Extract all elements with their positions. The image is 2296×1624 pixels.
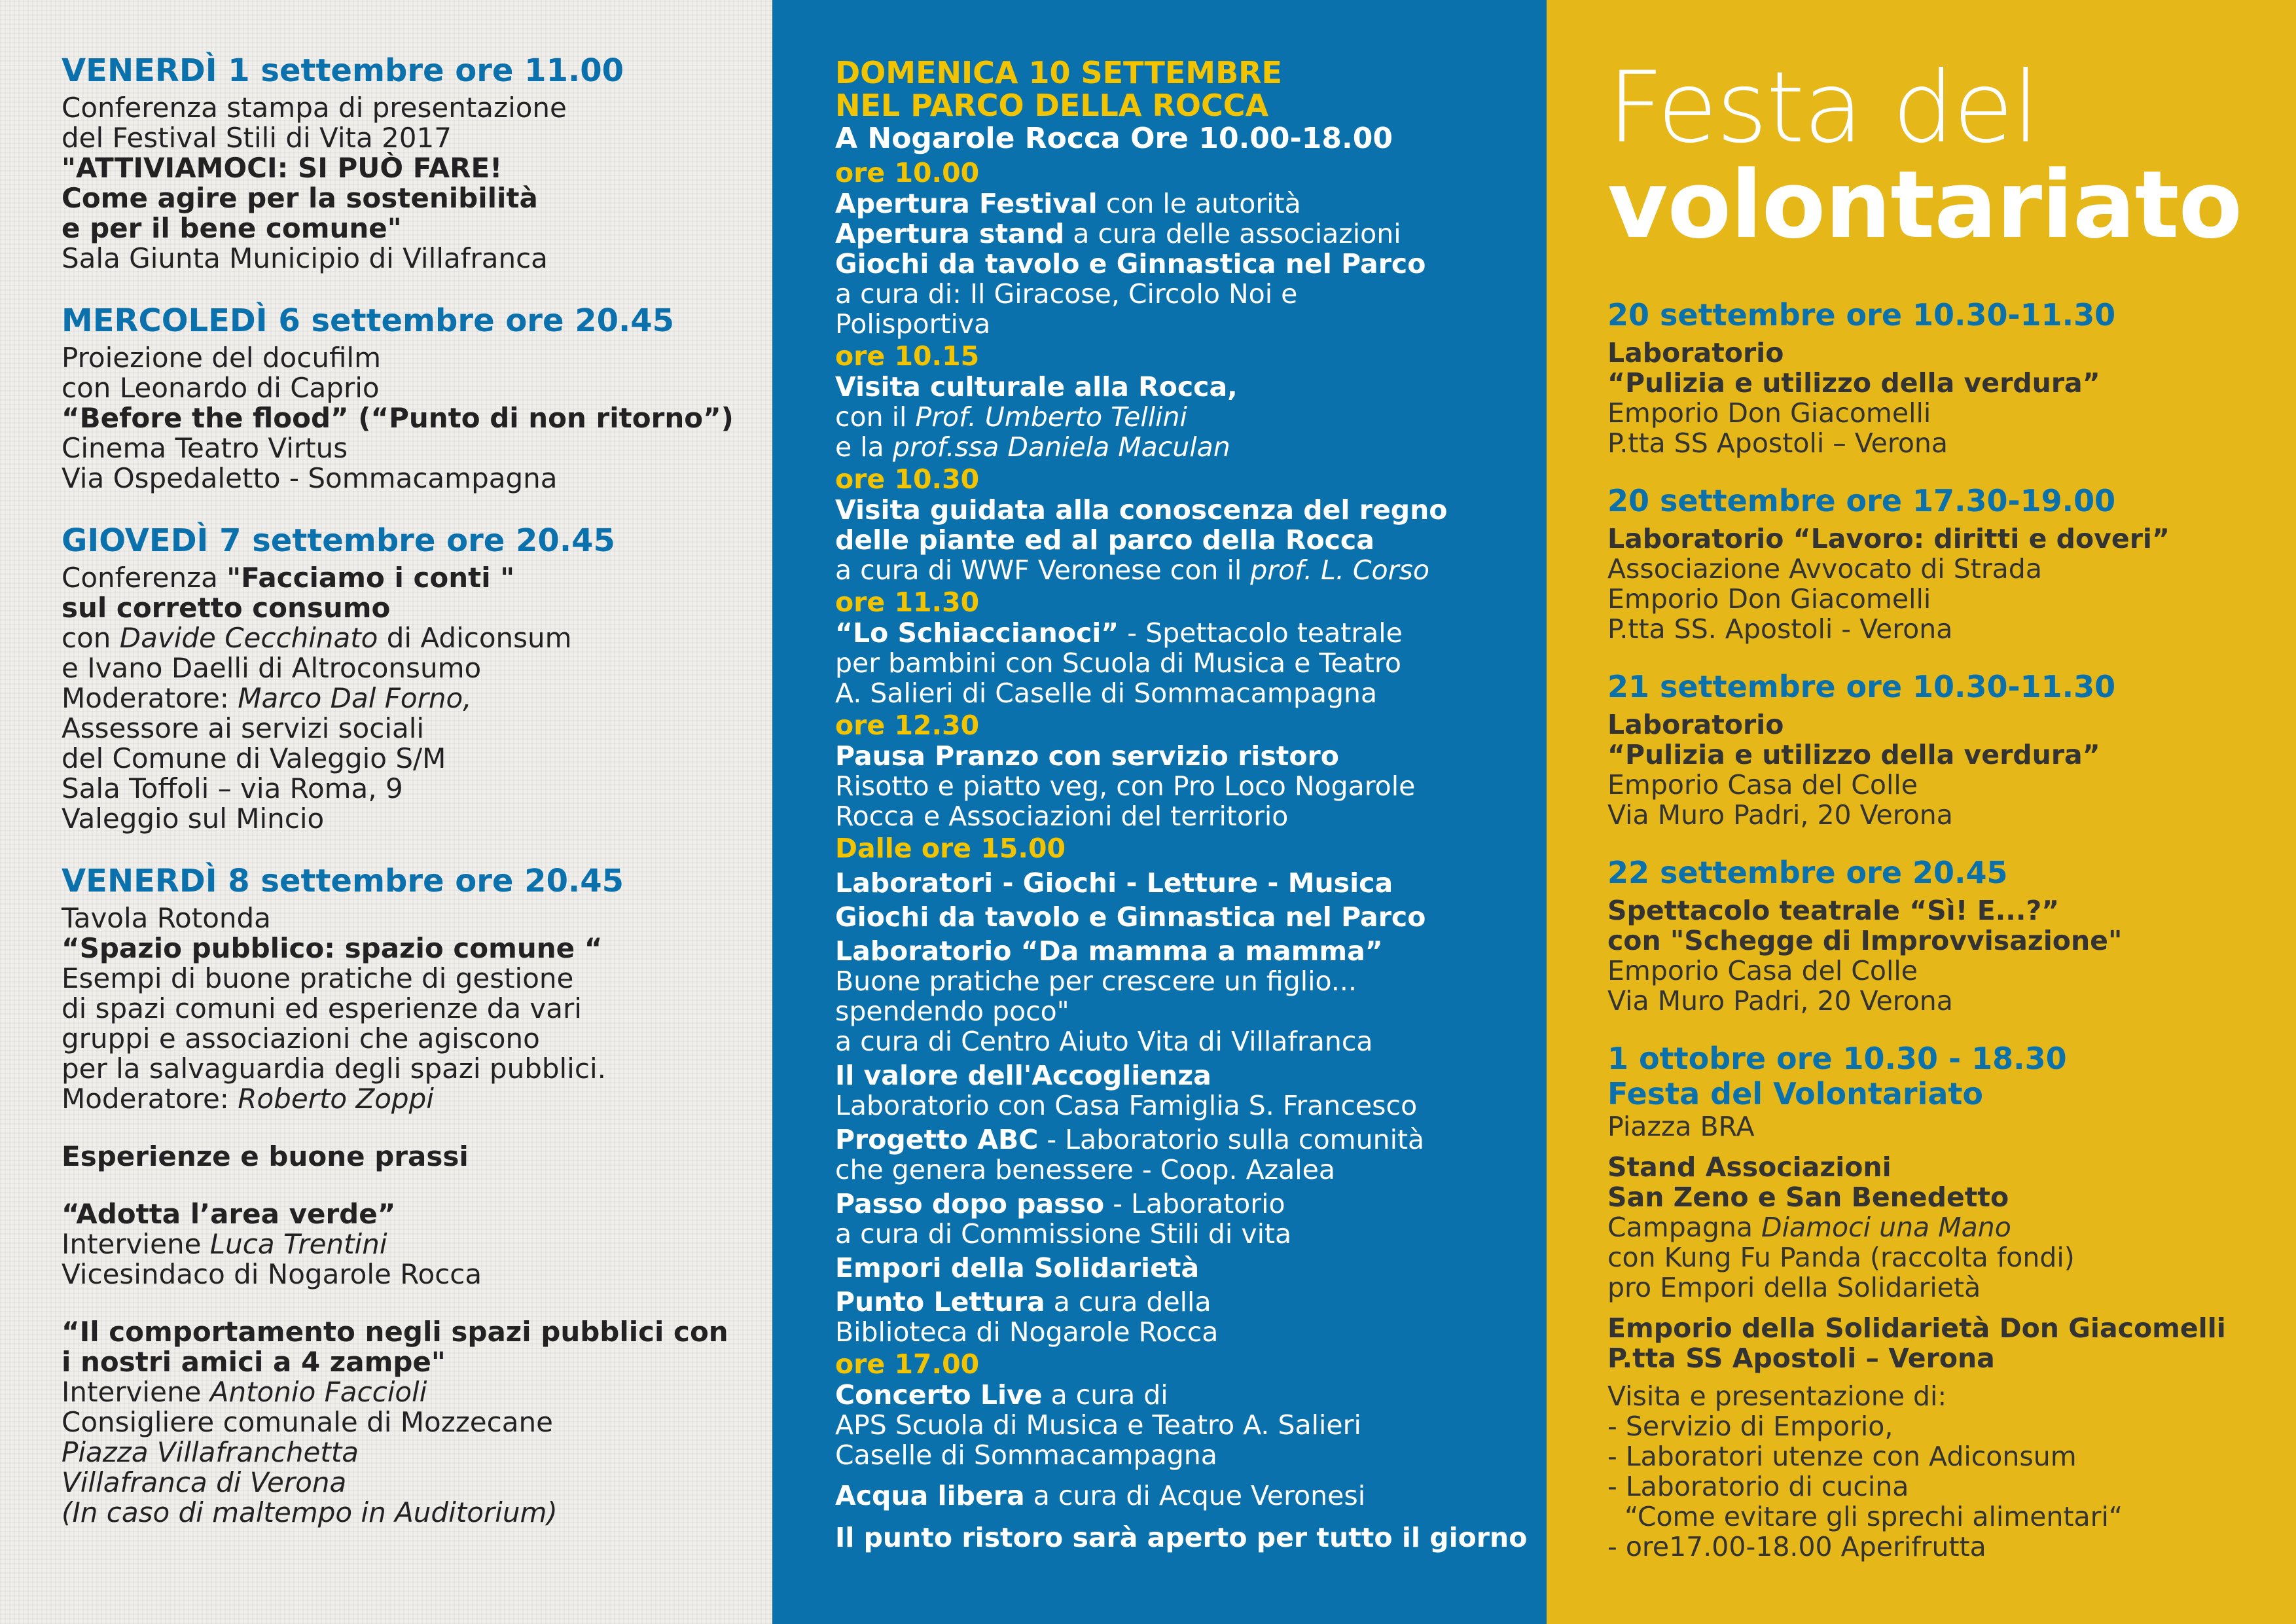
program-line: [835, 1380, 1527, 1410]
list-item: - ore17.00-18.00 Aperifrutta: [1607, 1531, 1986, 1562]
event-heading: GIOVEDÌ 7 settembre ore 20.45: [62, 522, 615, 559]
event-22-sept: [1607, 855, 2276, 1016]
event-8-sept: [62, 863, 746, 1528]
sunday-heading: DOMENICA 10 SETTEMBRE: [835, 55, 1282, 90]
event-place: Sala Giunta Municipio di Villafranca: [62, 242, 548, 274]
event-address: Via Muro Padri, 20 Verona: [1607, 985, 1953, 1017]
list-item: - Servizio di Emporio,: [1607, 1411, 1893, 1442]
program-line: [835, 402, 1527, 432]
text: Interviene: [62, 1376, 210, 1408]
speaker-name: Prof. Umberto Tellini: [915, 401, 1187, 433]
event-line: [62, 1377, 746, 1407]
list-item: - Laboratorio di cucina: [1607, 1471, 1909, 1502]
program-line: A. Salieri di Caselle di Sommacampagna: [835, 677, 1378, 709]
event-20-sept-evening: [1607, 483, 2276, 644]
text: a cura di WWF Veronese con il: [835, 554, 1251, 586]
program-title: Laboratorio “Da mamma a mamma”: [835, 935, 1383, 967]
event-21-sept: [1607, 669, 2276, 830]
program-line: Laboratorio con Casa Famiglia S. Francesco: [835, 1090, 1418, 1121]
event-title: “Pulizia e utilizzo della verdura”: [1607, 367, 2100, 399]
event-line: di spazi comuni ed esperienze da vari: [62, 992, 582, 1024]
event-line: Visita e presentazione di:: [1607, 1380, 1947, 1412]
program-line: che genera benessere - Coop. Azalea: [835, 1154, 1336, 1185]
event-heading: 20 settembre ore 10.30-11.30: [1607, 297, 2116, 333]
time-label: ore 10.30: [835, 463, 980, 495]
program-line: Caselle di Sommacampagna: [835, 1439, 1217, 1471]
event-heading: 21 settembre ore 10.30-11.30: [1607, 669, 2116, 704]
program-title: Visita culturale alla Rocca,: [835, 371, 1238, 403]
event-line: [62, 1229, 746, 1259]
program-line: a cura di: Il Giracose, Circolo Noi e: [835, 278, 1298, 310]
event-address: P.tta SS Apostoli – Verona: [1607, 427, 1948, 459]
program-line: [835, 432, 1527, 462]
text: con le autorità: [1097, 188, 1301, 219]
program-line: spendendo poco": [835, 996, 1069, 1027]
event-title-line: "ATTIVIAMOCI: SI PUÒ FARE!: [62, 152, 503, 184]
event-title: Laboratorio: [1607, 337, 1784, 369]
talk-title: i nostri amici a 4 zampe": [62, 1346, 446, 1378]
event-1-sept: [62, 52, 746, 274]
event-title-line: e per il bene comune": [62, 212, 402, 244]
moderator-name: Marco Dal Forno,: [238, 682, 472, 714]
text: a cura delle associazioni: [1064, 218, 1401, 249]
event-line: Consigliere comunale di Mozzecane: [62, 1406, 553, 1438]
event-line: Conferenza stampa di presentazione: [62, 92, 567, 124]
event-place: Emporio Don Giacomelli: [1607, 583, 1931, 615]
round-table-title: “Spazio pubblico: spazio comune “: [62, 932, 603, 964]
event-line: Tavola Rotonda: [62, 902, 271, 934]
event-6-sept: [62, 302, 746, 494]
program-line: Polisportiva: [835, 308, 991, 340]
event-line: del Comune di Valeggio S/M: [62, 742, 446, 774]
program-line: [835, 618, 1527, 648]
event-place: Valeggio sul Mincio: [62, 803, 325, 835]
event-title: Laboratorio “Lavoro: diritti e doveri”: [1607, 523, 2170, 554]
program-line: [835, 189, 1527, 219]
sunday-heading: NEL PARCO DELLA ROCCA: [835, 88, 1269, 123]
program-line: [835, 1287, 1527, 1317]
talk-title: “Il comportamento negli spazi pubblici con: [62, 1316, 728, 1348]
program-line: [835, 1189, 1527, 1219]
text: Interviene: [62, 1228, 210, 1260]
program-line: per bambini con Scuola di Musica e Teatro: [835, 647, 1401, 679]
event-place: Emporio Don Giacomelli: [1607, 397, 1931, 429]
event-place: Piazza Villafranchetta: [62, 1436, 359, 1468]
program-title: Acqua libera: [835, 1480, 1025, 1511]
text: Moderatore:: [62, 1083, 238, 1115]
program-title: Il valore dell'Accoglienza: [835, 1060, 1211, 1091]
event-1-oct: [1607, 1041, 2276, 1562]
left-column: [0, 0, 772, 1624]
festival-title: volontariato: [1607, 151, 2242, 259]
event-title: Spettacolo teatrale “Sì! E...?”: [1607, 895, 2060, 926]
program-line: a cura di Commissione Stili di vita: [835, 1218, 1292, 1250]
program-line: [835, 219, 1527, 249]
event-line: con Kung Fu Panda (raccolta fondi): [1607, 1242, 2075, 1273]
conference-title: sul corretto consumo: [62, 592, 391, 624]
text: con il: [835, 401, 916, 433]
program-title: Punto Lettura: [835, 1286, 1045, 1318]
event-title: con "Schegge di Improvvisazione": [1607, 925, 2123, 956]
event-line: [1607, 1212, 2276, 1242]
text: Moderatore:: [62, 682, 238, 714]
event-title: P.tta SS Apostoli – Verona: [1607, 1343, 1995, 1374]
event-line: del Festival Stili di Vita 2017: [62, 122, 452, 154]
list-item: - Laboratori utenze con Adiconsum: [1607, 1441, 2077, 1472]
program-title: Apertura Festival: [835, 188, 1098, 219]
event-place: Cinema Teatro Virtus: [62, 432, 348, 464]
event-place: Piazza BRA: [1607, 1111, 1755, 1142]
event-address: P.tta SS. Apostoli - Verona: [1607, 613, 1953, 645]
program-title: Laboratori - Giochi - Letture - Musica: [835, 867, 1393, 899]
event-address: Via Muro Padri, 20 Verona: [1607, 799, 1953, 831]
event-7-sept: [62, 522, 746, 834]
event-heading: 20 settembre ore 17.30-19.00: [1607, 483, 2116, 518]
speaker-name: Luca Trentini: [209, 1228, 387, 1260]
program-title: Passo dopo passo: [835, 1188, 1105, 1219]
event-place: Sala Toffoli – via Roma, 9: [62, 772, 403, 804]
event-line: [62, 683, 746, 713]
event-line: e Ivano Daelli di Altroconsumo: [62, 652, 482, 684]
program-line: Rocca e Associazioni del territorio: [835, 801, 1289, 832]
event-line: Proiezione del docufilm: [62, 342, 381, 374]
event-place: Emporio Casa del Colle: [1607, 955, 1918, 986]
program-title: Visita guidata alla conoscenza del regno: [835, 494, 1448, 526]
text: di Adiconsum: [378, 622, 572, 654]
event-title: Stand Associazioni: [1607, 1151, 1892, 1183]
list-item: “Come evitare gli sprechi alimentari“: [1607, 1501, 2123, 1532]
event-heading: MERCOLEDÌ 6 settembre ore 20.45: [62, 302, 675, 339]
text: Campagna: [1607, 1212, 1762, 1243]
program-title: Pausa Pranzo con servizio ristoro: [835, 740, 1339, 772]
conference-title: "Facciamo i conti ": [226, 562, 515, 594]
speaker-name: prof.ssa Daniela Maculan: [892, 431, 1230, 463]
event-line: [62, 1084, 746, 1114]
film-title: “Before the flood” (“Punto di non ritorno”): [62, 402, 734, 434]
event-line: [62, 623, 746, 653]
text: - Laboratorio sulla comunità: [1038, 1124, 1425, 1155]
event-heading: VENERDÌ 8 settembre ore 20.45: [62, 863, 624, 899]
text: - Spettacolo teatrale: [1119, 617, 1403, 649]
program-line: APS Scuola di Musica e Teatro A. Salieri: [835, 1409, 1361, 1441]
event-title: Emporio della Solidarietà Don Giacomelli: [1607, 1312, 2226, 1344]
text: - Laboratorio: [1104, 1188, 1285, 1219]
time-label: ore 10.00: [835, 157, 980, 189]
event-title: “Pulizia e utilizzo della verdura”: [1607, 739, 2100, 770]
program-title: “Lo Schiaccianoci”: [835, 617, 1119, 649]
event-line: per la salvaguardia degli spazi pubblici.: [62, 1053, 606, 1085]
text: a cura di: [1042, 1379, 1168, 1411]
program-title: Giochi da tavolo e Ginnastica nel Parco: [835, 901, 1426, 933]
event-line: [62, 563, 746, 593]
program-title: Apertura stand: [835, 218, 1065, 249]
event-line: gruppi e associazioni che agiscono: [62, 1022, 540, 1055]
event-line: Associazione Avvocato di Strada: [1607, 553, 2042, 585]
program-line: [835, 1481, 1527, 1511]
event-note: (In caso di maltempo in Auditorium): [62, 1496, 558, 1528]
event-title: San Zeno e San Benedetto: [1607, 1182, 2009, 1213]
text: a cura della: [1045, 1286, 1211, 1318]
right-column: [1547, 0, 2296, 1624]
event-20-sept-morning: [1607, 297, 2276, 458]
event-line: pro Empori della Solidarietà: [1607, 1272, 1981, 1303]
moderator-name: Roberto Zoppi: [238, 1083, 434, 1115]
festival-title: Festa del: [1607, 51, 2039, 165]
program-title: Giochi da tavolo e Ginnastica nel Parco: [835, 248, 1426, 280]
program-title: delle piante ed al parco della Rocca: [835, 524, 1374, 556]
program-line: Biblioteca di Nogarole Rocca: [835, 1316, 1219, 1348]
program-line: Buone pratiche per crescere un figlio...: [835, 965, 1357, 997]
program-title: Concerto Live: [835, 1379, 1043, 1411]
time-label: Dalle ore 15.00: [835, 833, 1066, 864]
text: a cura di Acque Veronesi: [1024, 1480, 1366, 1511]
time-label: ore 17.00: [835, 1348, 980, 1380]
event-heading: 1 ottobre ore 10.30 - 18.30: [1607, 1041, 2067, 1076]
event-title: Laboratorio: [1607, 709, 1784, 740]
event-heading: VENERDÌ 1 settembre ore 11.00: [62, 52, 624, 89]
event-place: Emporio Casa del Colle: [1607, 769, 1918, 801]
program-line: a cura di Centro Aiuto Vita di Villafranca: [835, 1026, 1373, 1057]
event-line: Assessore ai servizi sociali: [62, 712, 425, 744]
speaker-name: prof. L. Corso: [1250, 554, 1429, 586]
text: Conferenza: [62, 562, 227, 594]
talk-title: “Adotta l’area verde”: [62, 1198, 396, 1230]
time-label: ore 10.15: [835, 340, 980, 372]
program-title: Empori della Solidarietà: [835, 1252, 1200, 1284]
text: e la: [835, 431, 893, 463]
sunday-location: A Nogarole Rocca Ore 10.00-18.00: [835, 122, 1393, 155]
program-line: [835, 1125, 1527, 1155]
program-line: [835, 555, 1527, 585]
event-line: con Leonardo di Caprio: [62, 372, 380, 404]
event-place: Villafranca di Verona: [62, 1466, 347, 1498]
event-heading: Festa del Volontariato: [1607, 1076, 1984, 1111]
event-title-line: Come agire per la sostenibilità: [62, 182, 538, 214]
middle-column: [772, 0, 1547, 1624]
program-line: Risotto e piatto veg, con Pro Loco Nogarole: [835, 770, 1416, 802]
program-note: Il punto ristoro sarà aperto per tutto il giorno: [835, 1522, 1528, 1553]
speaker-name: Davide Cecchinato: [119, 622, 378, 654]
text: con: [62, 622, 120, 654]
speaker-name: Antonio Faccioli: [209, 1376, 427, 1408]
time-label: ore 12.30: [835, 710, 980, 741]
event-heading: 22 settembre ore 20.45: [1607, 855, 2008, 890]
program-title: Progetto ABC: [835, 1124, 1039, 1155]
campaign-name: Diamoci una Mano: [1761, 1212, 2011, 1243]
event-address: Via Ospedaletto - Sommacampagna: [62, 462, 558, 494]
event-line: Esempi di buone pratiche di gestione: [62, 962, 574, 994]
time-label: ore 11.30: [835, 586, 980, 618]
event-line: Vicesindaco di Nogarole Rocca: [62, 1258, 482, 1290]
section-subtitle: Esperienze e buone prassi: [62, 1140, 469, 1172]
